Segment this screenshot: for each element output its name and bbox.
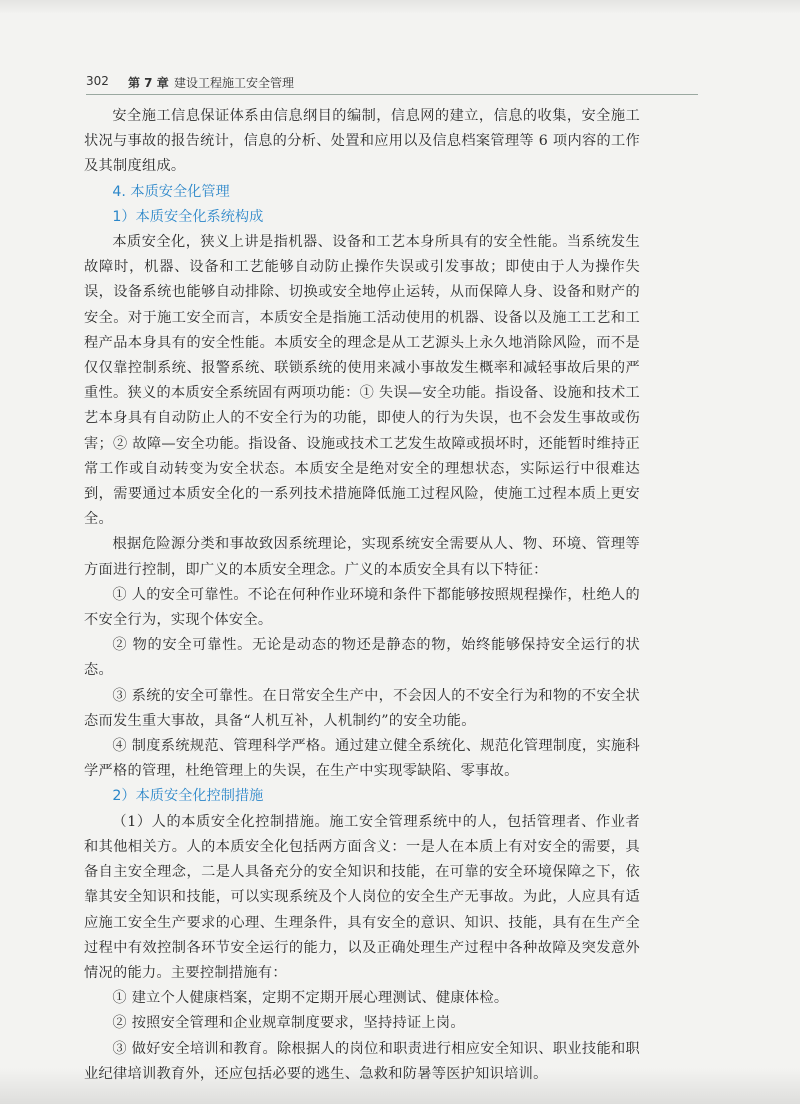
paragraph: 根据危险源分类和事故致因系统理论，实现系统安全需要从人、物、环境、管理等方面进行控制，即广义的本质安全理念。广义的本质安全具有以下特征： (84, 536, 640, 578)
section-heading: 4. 本质安全化管理 (112, 183, 230, 200)
list-item: ③ 做好安全培训和教育。除根据人的岗位和职责进行相应安全知识、职业技能和职业纪律培训教育外，还应包括必要的逃生、急救和防暑等医护知识培训。 (84, 1040, 640, 1082)
page-number: 302 (86, 74, 109, 88)
chapter-number: 第 7 章 (128, 76, 169, 90)
paragraph: （1）人的本质安全化控制措施。施工安全管理系统中的人，包括管理者、作业者和其他相关方。人的本质安全化包括两方面含义：一是人在本质上有对安全的需要，具备自主安全理念，二是人具备充分的安全知识和技能，在可靠的安全环境保障之下，依靠其安全知识和技能，可以实现系统及个人岗位的安全生产无事故。为此，人应具有适应施工安全生产要求的心理、生理条件，具有安全的意识、知识、技能，具有在生产全过程中有效控制各环节安全运行的能力，以及正确处理生产过程中各种故障及突发意外情况的能力。主要控制措施有： (84, 813, 640, 981)
list-item: ② 物的安全可靠性。无论是动态的物还是静态的物，始终能够保持安全运行的状态。 (84, 637, 640, 679)
page-body (84, 104, 640, 1087)
list-item: ① 建立个人健康档案，定期不定期开展心理测试、健康体检。 (112, 990, 509, 1007)
list-item: ② 按照安全管理和企业规章制度要求，坚持持证上岗。 (112, 1015, 465, 1032)
list-item: ① 人的安全可靠性。不论在何种作业环境和条件下都能够按照规程操作，杜绝人的不安全行为，实现个体安全。 (84, 586, 640, 629)
paragraph: 安全施工信息保证体系由信息纲目的编制，信息网的建立，信息的收集，安全施工状况与事故的报告统计，信息的分析、处置和应用以及信息档案管理等 6 项内容的工作及其制度组成。 (84, 108, 640, 175)
running-header (86, 72, 698, 92)
paragraph: 本质安全化，狭义上讲是指机器、设备和工艺本身所具有的安全性能。当系统发生故障时，机器、设备和工艺能够自动防止操作失误或引发事故；即使由于人为操作失误，设备系统也能够自动排除、切换或安全地停止运转，从而保障人身、设备和财产的安全。对于施工安全而言，本质安全是指施工活动使用的机器、设备以及施工工艺和工程产品本身具有的安全性能。本质安全的理念是从工艺源头上永久地消除风险，而不是仅仅靠控制系统、报警系统、联锁系统的使用来减小事故发生概率和减轻事故后果的严重性。狭义的本质安全系统固有两项功能：① 失误—安全功能。指设备、设施和技术工艺本身具有自动防止人的不安全行为的功能，即使人的行为失误，也不会发生事故或伤害；② 故障—安全功能。指设备、设施或技术工艺发生故障或损坏时，还能暂时维持正常工作或自动转变为安全状态。本质安全是绝对安全的理想状态，实际运行中很难达到，需要通过本质安全化的一系列技术措施降低施工过程风险，使施工过程本质上更安全。 (84, 234, 640, 528)
subsection-heading: 2）本质安全化控制措施 (112, 788, 264, 805)
header-rule (86, 94, 698, 95)
subsection-heading: 1）本质安全化系统构成 (112, 208, 264, 225)
list-item: ④ 制度系统规范、管理科学严格。通过建立健全系统化、规范化管理制度，实施科学严格的管理，杜绝管理上的失误，在生产中实现零缺陷、零事故。 (84, 738, 640, 780)
chapter-title: 建设工程施工安全管理 (174, 76, 295, 90)
list-item: ③ 系统的安全可靠性。在日常安全生产中，不会因人的不安全行为和物的不安全状态而发生重大事故，具备“人机互补，人机制约”的安全功能。 (84, 687, 640, 729)
